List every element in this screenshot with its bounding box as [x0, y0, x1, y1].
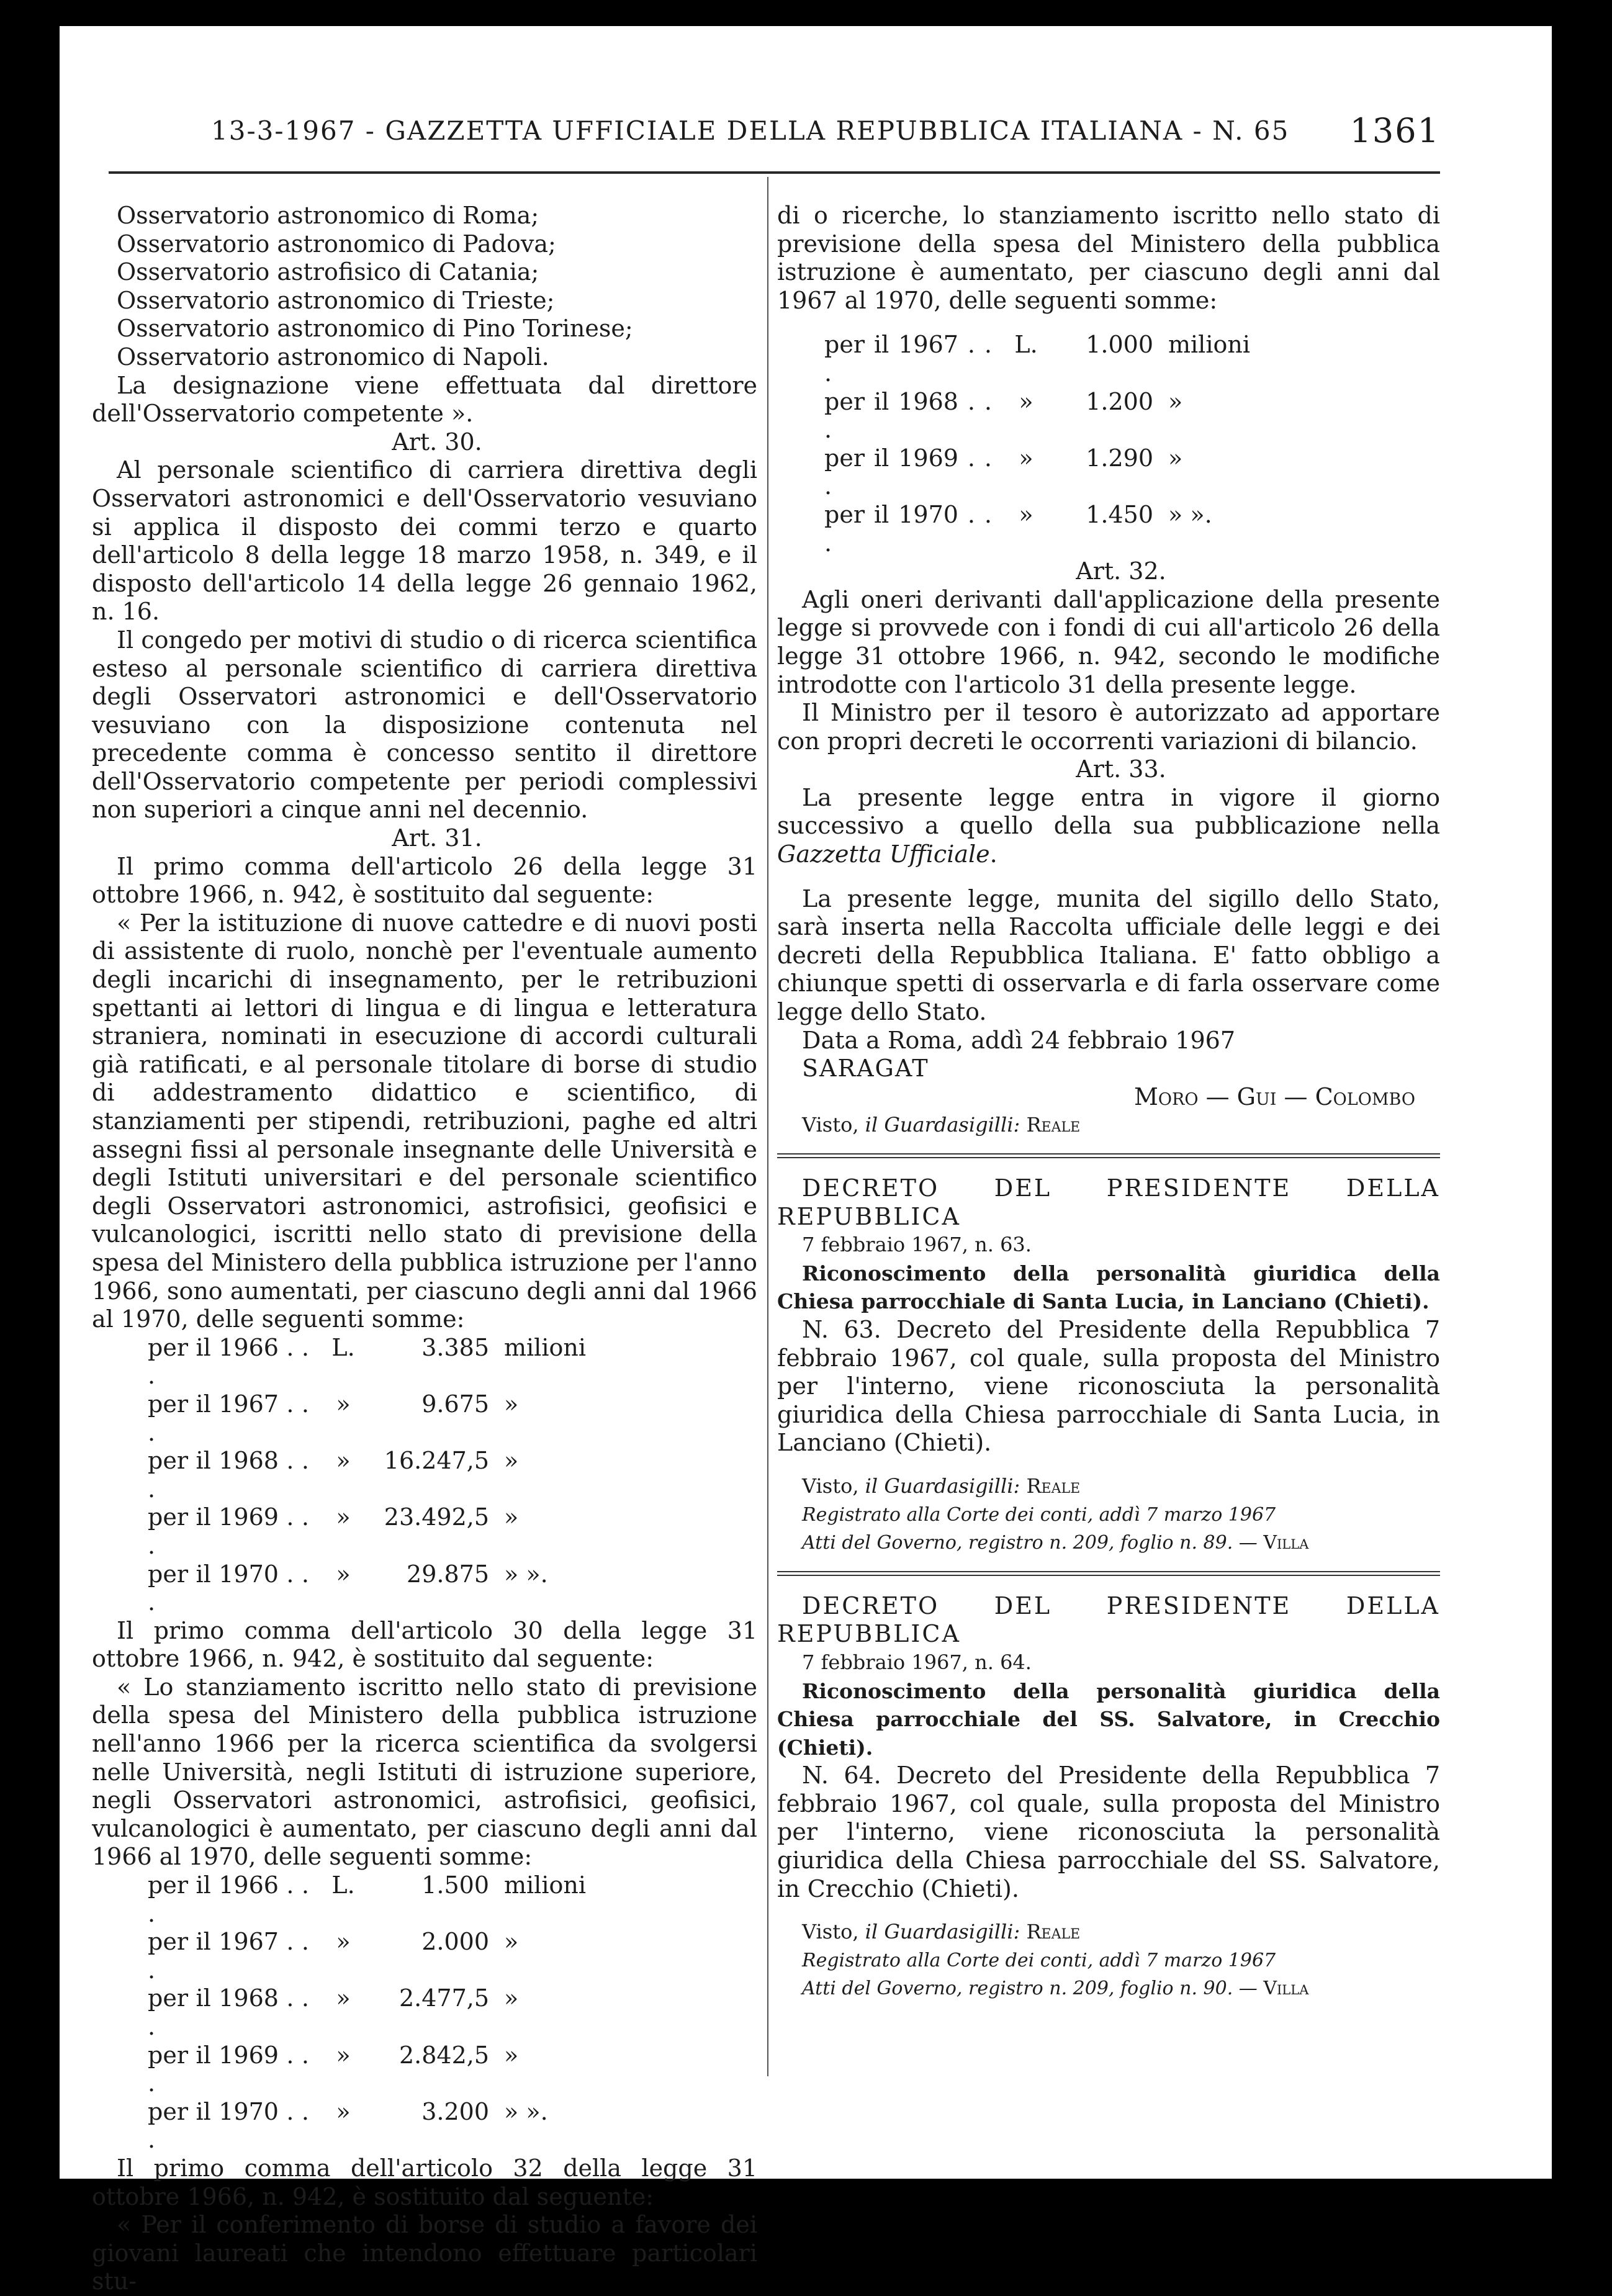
- amount-year: per il 1969 . . .: [148, 1503, 309, 1559]
- amount-year: per il 1967 . . .: [824, 331, 992, 387]
- amount-unit: milioni: [504, 1333, 586, 1361]
- amount-row: [148, 2042, 757, 2098]
- guardasigilli-label: il Guardasigilli:: [865, 1113, 1020, 1137]
- visto-label: Visto,: [802, 1474, 865, 1498]
- amount-year: per il 1966 . . .: [148, 1871, 309, 1927]
- amount-currency: »: [336, 1984, 351, 2012]
- amount-year: per il 1970 . . .: [148, 1560, 309, 1616]
- amount-year: per il 1970 . . .: [824, 500, 992, 557]
- article-32-paragraph-1: Agli oneri derivanti dall'applicazione della presente legge si provvede con i fondi di cui all'articolo 26 della legge 31 ottobre 1966, n. 942, secondo le modifiche introdotte con l'articolo 31 della presente legge.: [777, 585, 1440, 698]
- decree-63-visto: [777, 1472, 1440, 1501]
- observatory-item: Osservatorio astronomico di Pino Torinese;: [117, 315, 633, 343]
- article-33-paragraph-2: La presente legge, munita del sigillo dello Stato, sarà inserta nella Raccolta ufficiale delle leggi e dei decreti della Repubblica Italiana. E' fatto obbligo a chiunque spetti di osservarla e di farla osservare come legge dello Stato.: [777, 885, 1440, 1026]
- decree-64-registration: Registrato alla Corte dei conti, addì 7 marzo 1967: [802, 1949, 1276, 1971]
- amount-value: 3.385: [421, 1333, 489, 1361]
- amount-row: [148, 1334, 757, 1390]
- article-33-text-end: .: [989, 840, 997, 868]
- amount-row: [824, 388, 1440, 444]
- amount-row: [148, 1928, 757, 1984]
- amount-currency: »: [336, 2097, 351, 2125]
- continuation-paragraph: di o ricerche, lo stanziamento iscritto nello stato di previsione della spesa del Ministero della pubblica istruzione è aumentato, per ciascuno degli anni dal 1967 al 1970, delle seguenti somme:: [777, 202, 1440, 314]
- amount-row: [148, 1871, 757, 1928]
- signature-date: Data a Roma, addì 24 febbraio 1967: [802, 1026, 1236, 1054]
- amount-unit: »: [504, 1984, 519, 2012]
- amount-value: 29.875: [407, 1560, 489, 1588]
- decree-63-date: 7 febbraio 1967, n. 63.: [802, 1233, 1032, 1257]
- amount-value: 1.450: [1086, 500, 1153, 528]
- article-32-paragraph-2: Il Ministro per il tesoro è autorizzato ad apportare con propri decreti le occorrenti variazioni di bilancio.: [777, 699, 1440, 755]
- visto-label: Visto,: [802, 1113, 865, 1137]
- article-32-heading: Art. 32.: [1076, 557, 1166, 585]
- amount-year: per il 1967 . . .: [148, 1928, 309, 1984]
- section-separator: [777, 1153, 1440, 1158]
- amount-unit: »: [504, 1503, 519, 1531]
- amount-currency: »: [336, 1503, 351, 1531]
- amount-unit: »: [504, 1928, 519, 1956]
- decree-64-acts: [777, 1974, 1440, 2003]
- article-30-heading: Art. 30.: [392, 428, 482, 456]
- amount-row: [148, 1984, 757, 2041]
- decree-64-text: N. 64. Decreto del Presidente della Repubblica 7 febbraio 1967, col quale, sulla proposta del Ministro per l'interno, viene riconosciuta la personalità giuridica della Chiesa parrocchiale del SS. Salvatore, in Crecchio (Chieti).: [777, 1762, 1440, 1902]
- amounts-table-3: [777, 331, 1440, 557]
- president-signature: SARAGAT: [802, 1055, 929, 1083]
- amount-currency: L.: [331, 1333, 355, 1361]
- amount-value: 2.477,5: [398, 1984, 489, 2012]
- amount-row: [148, 1560, 757, 1617]
- decree-63-heading: DECRETO DEL PRESIDENTE DELLA REPUBBLICA: [777, 1174, 1440, 1230]
- amount-unit: milioni: [504, 1871, 586, 1899]
- article-31-paragraph-6: « Per il conferimento di borse di studio a favore dei giovani laureati che intendono effettuare particolari stu-: [92, 2211, 757, 2295]
- article-33-paragraph-1: [777, 784, 1440, 869]
- amount-currency: L.: [1014, 331, 1038, 359]
- amount-currency: »: [336, 1390, 351, 1418]
- article-33-text: La presente legge entra in vigore il giorno successivo a quello della sua pubblicazione nella: [777, 783, 1440, 840]
- guardasigilli-label: il Guardasigilli:: [865, 1474, 1020, 1498]
- amount-value: 1.200: [1086, 387, 1153, 415]
- observatory-item: Osservatorio astronomico di Trieste;: [117, 286, 555, 314]
- article-31-paragraph-5: Il primo comma dell'articolo 32 della legge 31 ottobre 1966, n. 942, è sostituito dal seguente:: [92, 2154, 757, 2210]
- page-number: 1361: [1349, 110, 1440, 150]
- article-31-paragraph-1: Il primo comma dell'articolo 26 della legge 31 ottobre 1966, n. 942, è sostituito dal seguente:: [92, 852, 757, 909]
- registrar-name: Villa: [1263, 1978, 1309, 2000]
- decree-63-acts: [777, 1529, 1440, 1557]
- observatory-item: Osservatorio astronomico di Napoli.: [117, 343, 549, 371]
- amount-row: [824, 331, 1440, 387]
- guardasigilli-name: Reale: [1026, 1113, 1081, 1137]
- guardasigilli-name: Reale: [1026, 1474, 1081, 1498]
- amount-row: [148, 1447, 757, 1503]
- amount-row: [148, 1390, 757, 1447]
- acts-text: Atti del Governo, registro n. 209, foglio n. 89. —: [802, 1532, 1264, 1554]
- amount-row: [148, 2098, 757, 2154]
- decree-63-subject: Riconoscimento della personalità giuridica della Chiesa parrocchiale di Santa Lucia, in Lanciano (Chieti).: [777, 1261, 1440, 1314]
- amount-unit: » ».: [1168, 500, 1212, 528]
- article-31-paragraph-3: Il primo comma dell'articolo 30 della legge 31 ottobre 1966, n. 942, è sostituito dal seguente:: [92, 1616, 757, 1673]
- page-header: [211, 93, 1440, 168]
- observatory-item: Osservatorio astrofisico di Catania;: [117, 258, 539, 286]
- amount-currency: »: [336, 1928, 351, 1956]
- guardasigilli-label: il Guardasigilli:: [865, 1920, 1020, 1944]
- guardasigilli-name: Reale: [1026, 1920, 1081, 1944]
- amount-unit: »: [1168, 444, 1183, 472]
- decree-64-subject: Riconoscimento della personalità giuridica della Chiesa parrocchiale del SS. Salvatore, in Crecchio (Chieti).: [777, 1678, 1440, 1760]
- amount-unit: »: [504, 1390, 519, 1418]
- amount-unit: » ».: [504, 2097, 548, 2125]
- amount-value: 1.290: [1086, 444, 1153, 472]
- visto-line: [777, 1111, 1440, 1140]
- amount-row: [824, 501, 1440, 557]
- decree-63-registration: Registrato alla Corte dei conti, addì 7 marzo 1967: [802, 1503, 1276, 1526]
- amount-year: per il 1970 . . .: [148, 2097, 309, 2154]
- article-30-paragraph-2: Il congedo per motivi di studio o di ricerca scientifica esteso al personale scientifico di carriera direttiva degli Osservatori astronomici e dell'Osservatorio vesuviano con la disposizione contenuta nel precedente comma è concesso sentito il direttore dell'Osservatorio competente per periodi complessivi non superiori a cinque anni nel decennio.: [92, 626, 757, 824]
- amount-unit: »: [504, 2041, 519, 2069]
- amount-value: 1.500: [421, 1871, 489, 1899]
- amount-year: per il 1968 . . .: [824, 387, 992, 444]
- observatory-item: Osservatorio astronomico di Roma;: [117, 202, 539, 229]
- amount-value: 3.200: [421, 2097, 489, 2125]
- amount-value: 1.000: [1086, 331, 1153, 359]
- visto-label: Visto,: [802, 1920, 865, 1944]
- amount-currency: »: [336, 1560, 351, 1588]
- amount-unit: » ».: [504, 1560, 548, 1588]
- decree-64-heading: DECRETO DEL PRESIDENTE DELLA REPUBBLICA: [777, 1591, 1440, 1648]
- gazette-title-italic: Gazzetta Ufficiale: [777, 840, 990, 868]
- amount-value: 2.842,5: [398, 2041, 489, 2069]
- amount-year: per il 1968 . . .: [148, 1984, 309, 2040]
- article-31-heading: Art. 31.: [392, 824, 482, 852]
- ministers-signatures: Moro — Gui — Colombo: [1134, 1083, 1415, 1110]
- amount-unit: »: [504, 1447, 519, 1475]
- amount-value: 9.675: [421, 1390, 489, 1418]
- amount-year: per il 1969 . . .: [824, 444, 992, 500]
- amount-year: per il 1968 . . .: [148, 1447, 309, 1503]
- amounts-table-2: [92, 1871, 757, 2154]
- amount-year: per il 1969 . . .: [148, 2041, 309, 2097]
- registrar-name: Villa: [1263, 1532, 1309, 1554]
- amount-currency: »: [1019, 387, 1033, 415]
- amount-currency: »: [336, 1447, 351, 1475]
- article-31-paragraph-2: « Per la istituzione di nuove cattedre e di nuovi posti di assistente di ruolo, nonchè per l'eventuale aumento degli incarichi di insegnamento, per le retribuzioni spettanti ai lettori di lingua e di lingua e letteratura straniera, nominati in esecuzione di accordi culturali già ratificati, e al personale titolare di borse di studio di addestramento didattico e scientifico, di stanziamenti per stipendi, retribuzioni, paghe ed altri assegni fissi al personale insegnante delle Università e degli Istituti universitari e del personale scientifico degli Osservatori astronomici, astrofisici, geofisici e vulcanologici, iscritti nello stato di previsione della spesa del Ministero della pubblica istruzione per l'anno 1966, sono aumentati, per ciascuno degli anni dal 1966 al 1970, delle seguenti somme:: [92, 909, 757, 1333]
- amount-row: [148, 1503, 757, 1560]
- decree-64-visto: [777, 1918, 1440, 1947]
- section-separator: [777, 1571, 1440, 1576]
- amount-value: 23.492,5: [384, 1503, 489, 1531]
- amount-currency: »: [336, 2041, 351, 2069]
- article-33-heading: Art. 33.: [1076, 755, 1166, 783]
- decree-63-text: N. 63. Decreto del Presidente della Repubblica 7 febbraio 1967, col quale, sulla proposta del Ministro per l'interno, viene riconosciuta la personalità giuridica della Chiesa parrocchiale di Santa Lucia, in Lanciano (Chieti).: [777, 1315, 1440, 1457]
- observatory-item: Osservatorio astronomico di Padova;: [117, 230, 556, 258]
- header-rule: [109, 171, 1440, 174]
- acts-text: Atti del Governo, registro n. 209, foglio n. 90. —: [802, 1978, 1264, 2000]
- designation-paragraph: La designazione viene effettuata dal direttore dell'Osservatorio competente ».: [92, 371, 757, 428]
- amount-row: [824, 444, 1440, 501]
- amount-currency: L.: [331, 1871, 355, 1899]
- amount-unit: »: [1168, 387, 1183, 415]
- amounts-table-1: [92, 1334, 757, 1617]
- article-31-paragraph-4: « Lo stanziamento iscritto nello stato di previsione della spesa del Ministero della pubblica istruzione nell'anno 1966 per la ricerca scientifica da svolgersi nelle Università, negli Istituti di istruzione superiore, negli Osservatori astronomici, astrofisici, geofisici, vulcanologici è aumentato, per ciascuno degli anni dal 1966 al 1970, delle seguenti somme:: [92, 1673, 757, 1871]
- right-column: [777, 202, 1440, 2003]
- amount-value: 16.247,5: [384, 1447, 489, 1475]
- amount-unit: milioni: [1168, 331, 1250, 359]
- amount-currency: »: [1019, 444, 1033, 472]
- header-title: 13-3-1967 - GAZZETTA UFFICIALE DELLA REPUBBLICA ITALIANA - N. 65: [211, 115, 1290, 146]
- decree-64-date: 7 febbraio 1967, n. 64.: [802, 1650, 1032, 1674]
- article-30-paragraph-1: Al personale scientifico di carriera direttiva degli Osservatori astronomici e dell'Osservatorio vesuviano si applica il disposto dei commi terzo e quarto dell'articolo 8 della legge 18 marzo 1958, n. 349, e il disposto dell'articolo 14 della legge 26 gennaio 1962, n. 16.: [92, 456, 757, 626]
- amount-currency: »: [1019, 500, 1033, 528]
- left-column: [92, 202, 757, 2296]
- amount-year: per il 1966 . . .: [148, 1333, 309, 1390]
- amount-year: per il 1967 . . .: [148, 1390, 309, 1446]
- amount-value: 2.000: [421, 1928, 489, 1956]
- column-divider: [767, 177, 768, 2076]
